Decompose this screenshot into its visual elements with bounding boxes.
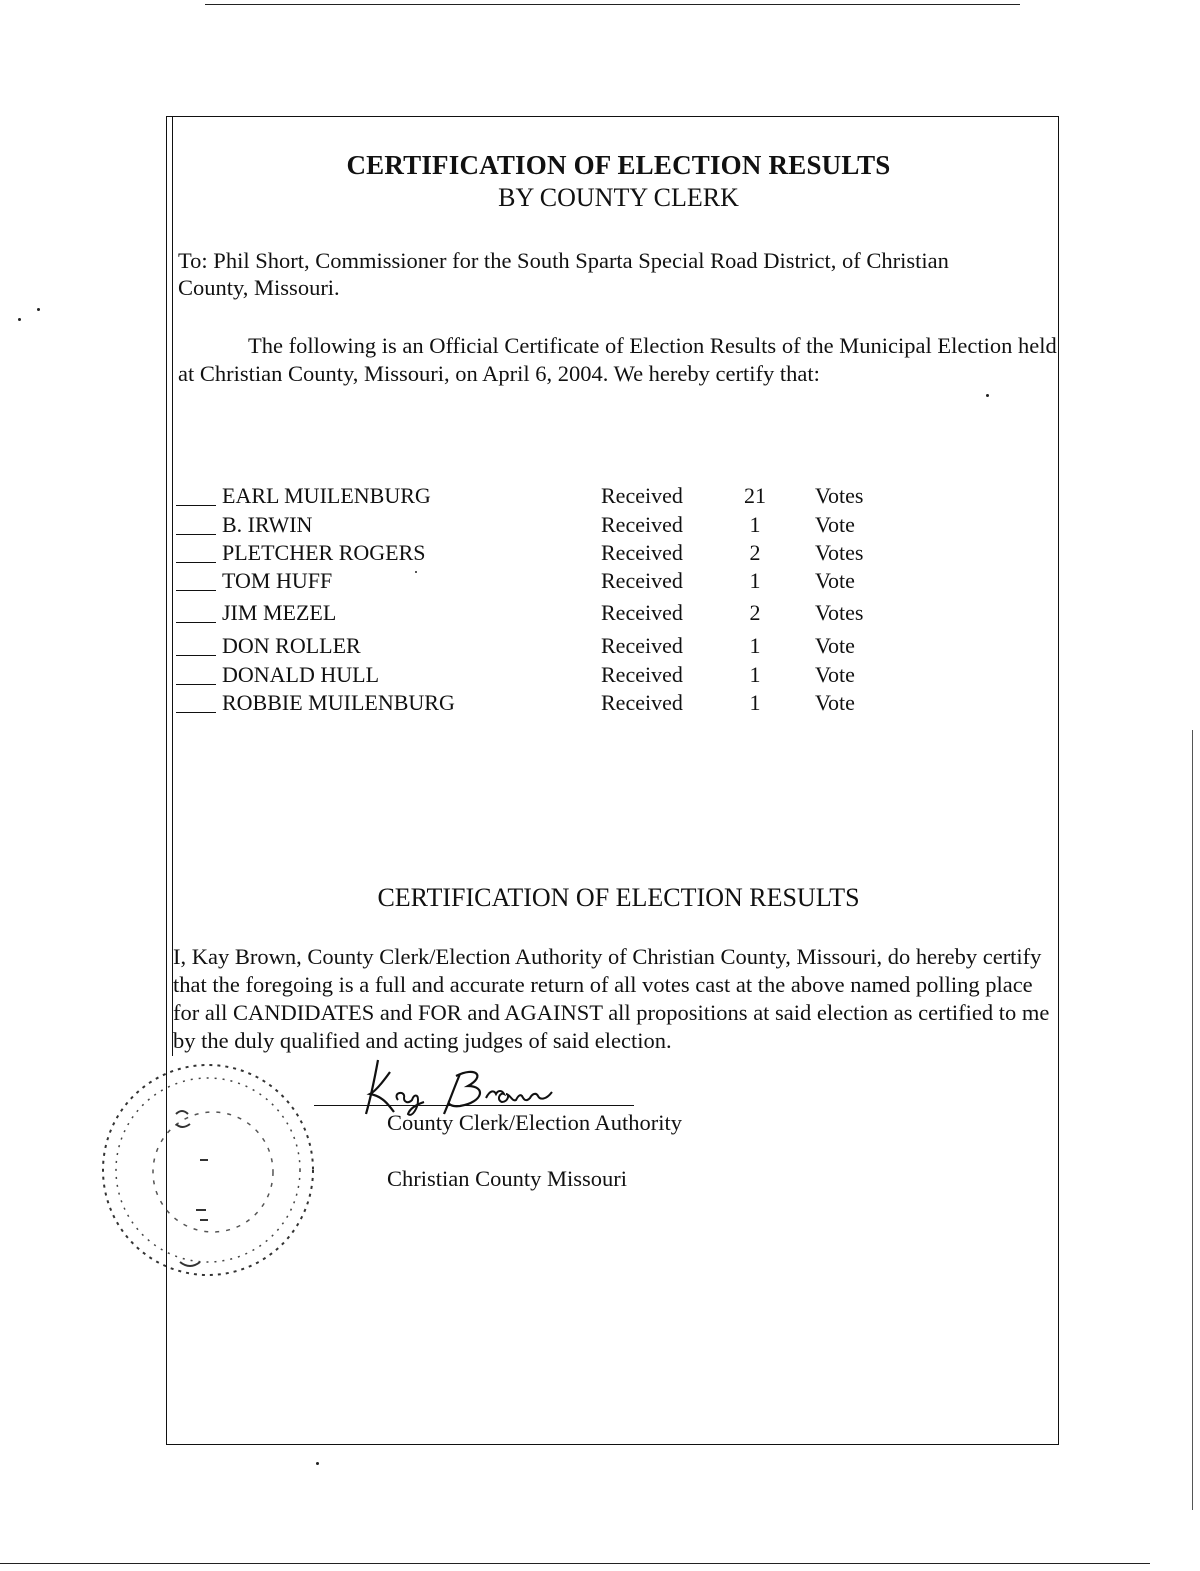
received-label: Received	[601, 600, 683, 625]
received-label: Received	[601, 662, 683, 687]
result-row	[0, 690, 1200, 718]
received-label: Received	[601, 568, 683, 593]
result-row	[0, 568, 1200, 596]
candidate-name: ROBBIE MUILENBURG	[222, 690, 455, 715]
candidate-name: DONALD HULL	[222, 662, 380, 687]
result-row	[0, 483, 1200, 511]
candidate-name: DON ROLLER	[222, 633, 361, 658]
result-row	[0, 633, 1200, 661]
vote-count: 1	[749, 662, 761, 687]
check-blank-line	[176, 534, 216, 535]
intro-paragraph: The following is an Official Certificate of Election Results of the Municipal Election held at Christian County, Missouri, on April 6, 2004. We hereby certify that:	[178, 333, 1057, 386]
candidate-name: EARL MUILENBURG	[222, 483, 431, 508]
vote-unit: Vote	[815, 633, 855, 658]
county-label: Christian County Missouri	[387, 1166, 628, 1191]
received-label: Received	[601, 540, 683, 565]
check-blank-line	[176, 505, 216, 506]
vote-count: 1	[749, 633, 761, 658]
result-row	[0, 662, 1200, 690]
candidate-name: B. IRWIN	[222, 512, 313, 537]
vote-count: 21	[744, 483, 766, 508]
county-seal-stamp	[88, 1052, 318, 1282]
certification-paragraph: I, Kay Brown, County Clerk/Election Authority of Christian County, Missouri, do hereby certify that the foregoing is a full and accurate return of all votes cast at the above named polling place for all CANDIDATES and FOR and AGAINST all propositions at said election as certified to me by the duly qualified and acting judges of said election.	[173, 944, 1050, 1053]
received-label: Received	[601, 512, 683, 537]
vote-unit: Votes	[815, 483, 864, 508]
vote-unit: Vote	[815, 662, 855, 687]
page-subtitle: BY COUNTY CLERK	[498, 183, 739, 212]
vote-count: 1	[749, 512, 761, 537]
candidate-name: TOM HUFF	[222, 568, 333, 593]
addressee-text: To: Phil Short, Commissioner for the South Sparta Special Road District, of Christian County, Missouri.	[178, 248, 949, 300]
vote-count: 1	[749, 690, 761, 715]
vote-unit: Vote	[815, 690, 855, 715]
check-blank-line	[176, 622, 216, 623]
check-blank-line	[176, 562, 216, 563]
candidate-name: PLETCHER ROGERS	[222, 540, 426, 565]
signature-label: County Clerk/Election Authority	[387, 1110, 682, 1135]
received-label: Received	[601, 483, 683, 508]
check-blank-line	[176, 590, 216, 591]
result-row	[0, 512, 1200, 540]
vote-unit: Votes	[815, 540, 864, 565]
received-label: Received	[601, 690, 683, 715]
vote-unit: Vote	[815, 512, 855, 537]
vote-count: 2	[749, 540, 761, 565]
result-row	[0, 600, 1200, 628]
check-blank-line	[176, 712, 216, 713]
vote-count: 1	[749, 568, 761, 593]
vote-unit: Vote	[815, 568, 855, 593]
check-blank-line	[176, 684, 216, 685]
result-row	[0, 540, 1200, 568]
vote-count: 2	[749, 600, 761, 625]
page-title: CERTIFICATION OF ELECTION RESULTS	[346, 150, 891, 180]
certification-heading: CERTIFICATION OF ELECTION RESULTS	[377, 883, 860, 912]
vote-unit: Votes	[815, 600, 864, 625]
candidate-name: JIM MEZEL	[222, 600, 337, 625]
check-blank-line	[176, 655, 216, 656]
received-label: Received	[601, 633, 683, 658]
